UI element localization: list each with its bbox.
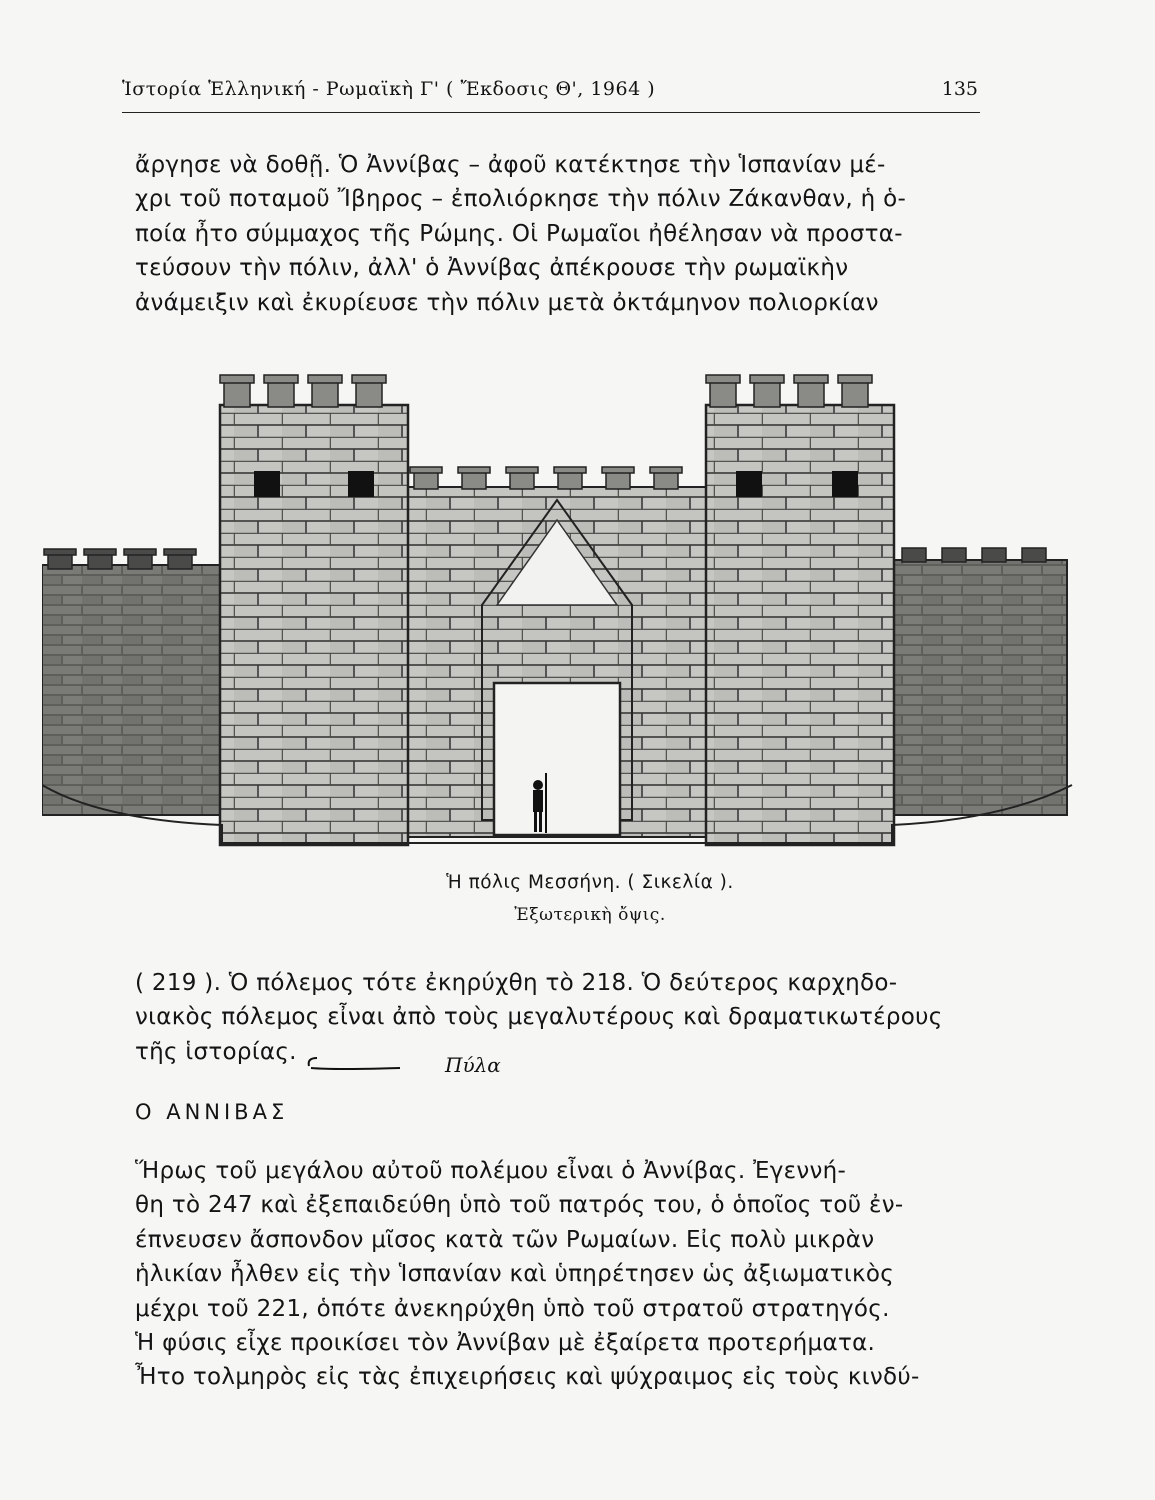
right-tower	[706, 405, 894, 845]
text-line: μέχρι τοῦ 221, ὁπότε ἀνεκηρύχθη ὑπὸ τοῦ στρατοῦ στρατηγός.	[135, 1295, 890, 1322]
text-line: έπνευσεν ἄσπονδον μῖσος κατὰ τῶν Ρωμαίων. Εἰς πολὺ μικρὰν	[135, 1226, 875, 1253]
left-tower-merlons	[220, 375, 386, 407]
right-tower-window	[736, 471, 762, 497]
text-line: ἡλικίαν ἦλθεν εἰς τὴν Ἱσπανίαν καὶ ὑπηρέτησεν ὡς ἀξιωματικὸς	[135, 1261, 895, 1288]
text-line: Ἥρως τοῦ μεγάλου αὐτοῦ πολέμου εἶναι ὁ Ἀννίβας. Ἐγεννή-	[135, 1158, 847, 1184]
right-outer-wall	[892, 560, 1067, 815]
paragraph-siege-of-saguntum	[135, 148, 980, 320]
text-line: ἄργησε νὰ δοθῇ. Ὁ Ἀννίβας – ἀφοῦ κατέκτησε τὴν Ἱσπανίαν μέ-	[135, 152, 886, 178]
text-line: ( 219 ). Ὁ πόλεμος τότε ἐκηρύχθη τὸ 218. Ὁ δεύτερος καρχηδο-	[135, 970, 898, 996]
handwritten-annotation	[305, 1050, 565, 1080]
text-line: τῆς ἱστορίας.	[135, 1038, 297, 1065]
curtain-merlons	[410, 467, 682, 489]
left-tower-window	[254, 471, 280, 497]
text-line: νιακὸς πόλεμος εἶναι ἀπὸ τοὺς μεγαλυτέρους καὶ δραματικωτέρους	[135, 1004, 943, 1031]
messina-city-gate-illustration	[42, 365, 1077, 850]
text-line: ἀνάμειξιν καὶ ἐκυρίευσε τὴν πόλιν μετὰ ὀκτάμηνον πολιορκίαν	[135, 289, 879, 316]
section-heading: Ο ΑΝΝΙΒΑΣ	[135, 1100, 289, 1124]
text-line: τεύσουν τὴν πόλιν, ἀλλ' ὁ Ἀννίβας ἀπέκρουσε τὴν ρωμαϊκὴν	[135, 255, 849, 282]
text-line: Ἡ φύσις εἶχε προικίσει τὸν Ἀννίβαν μὲ ἐξαίρετα προτερήματα.	[135, 1330, 876, 1357]
left-tower	[220, 405, 408, 845]
text-line: θη τὸ 247 καὶ ἐξεπαιδεύθη ὑπὸ τοῦ πατρός του, ὁ ὁποῖος τοῦ ἐν-	[135, 1192, 904, 1219]
svg-text:Πύλα: Πύλα	[445, 1053, 501, 1077]
left-outer-wall	[42, 565, 222, 815]
right-tower-merlons	[706, 375, 872, 407]
text-line: Ἦτο τολμηρὸς εἰς τὰς ἐπιχειρήσεις καὶ ψύχραιμος εἰς τοὺς κινδύ-	[135, 1364, 920, 1391]
text-line: χρι τοῦ ποταμοῦ Ἴβηρος – ἐπολιόρκησε τὴν πόλιν Ζάκανθαν, ἡ ὁ-	[135, 186, 907, 213]
page-number: 135	[941, 78, 978, 100]
figure-subcaption: Ἐξωτερικὴ ὄψις.	[514, 905, 666, 925]
gate-opening	[494, 683, 620, 835]
right-tower-window	[832, 471, 858, 497]
running-header	[122, 72, 980, 113]
left-tower-window	[348, 471, 374, 497]
text-line: ποία ἦτο σύμμαχος τῆς Ρώμης. Οἱ Ρωμαῖοι ἠθέλησαν νὰ προστα-	[135, 220, 903, 247]
header-title: Ἱστορία Ἑλληνική - Ρωμαϊκὴ Γ' ( Ἔκδοσις Θ', 1964 )	[122, 78, 656, 100]
figure-caption: Ἡ πόλις Μεσσήνη. ( Σικελία ).	[446, 872, 734, 893]
paragraph-hannibal-biography	[135, 1154, 980, 1395]
